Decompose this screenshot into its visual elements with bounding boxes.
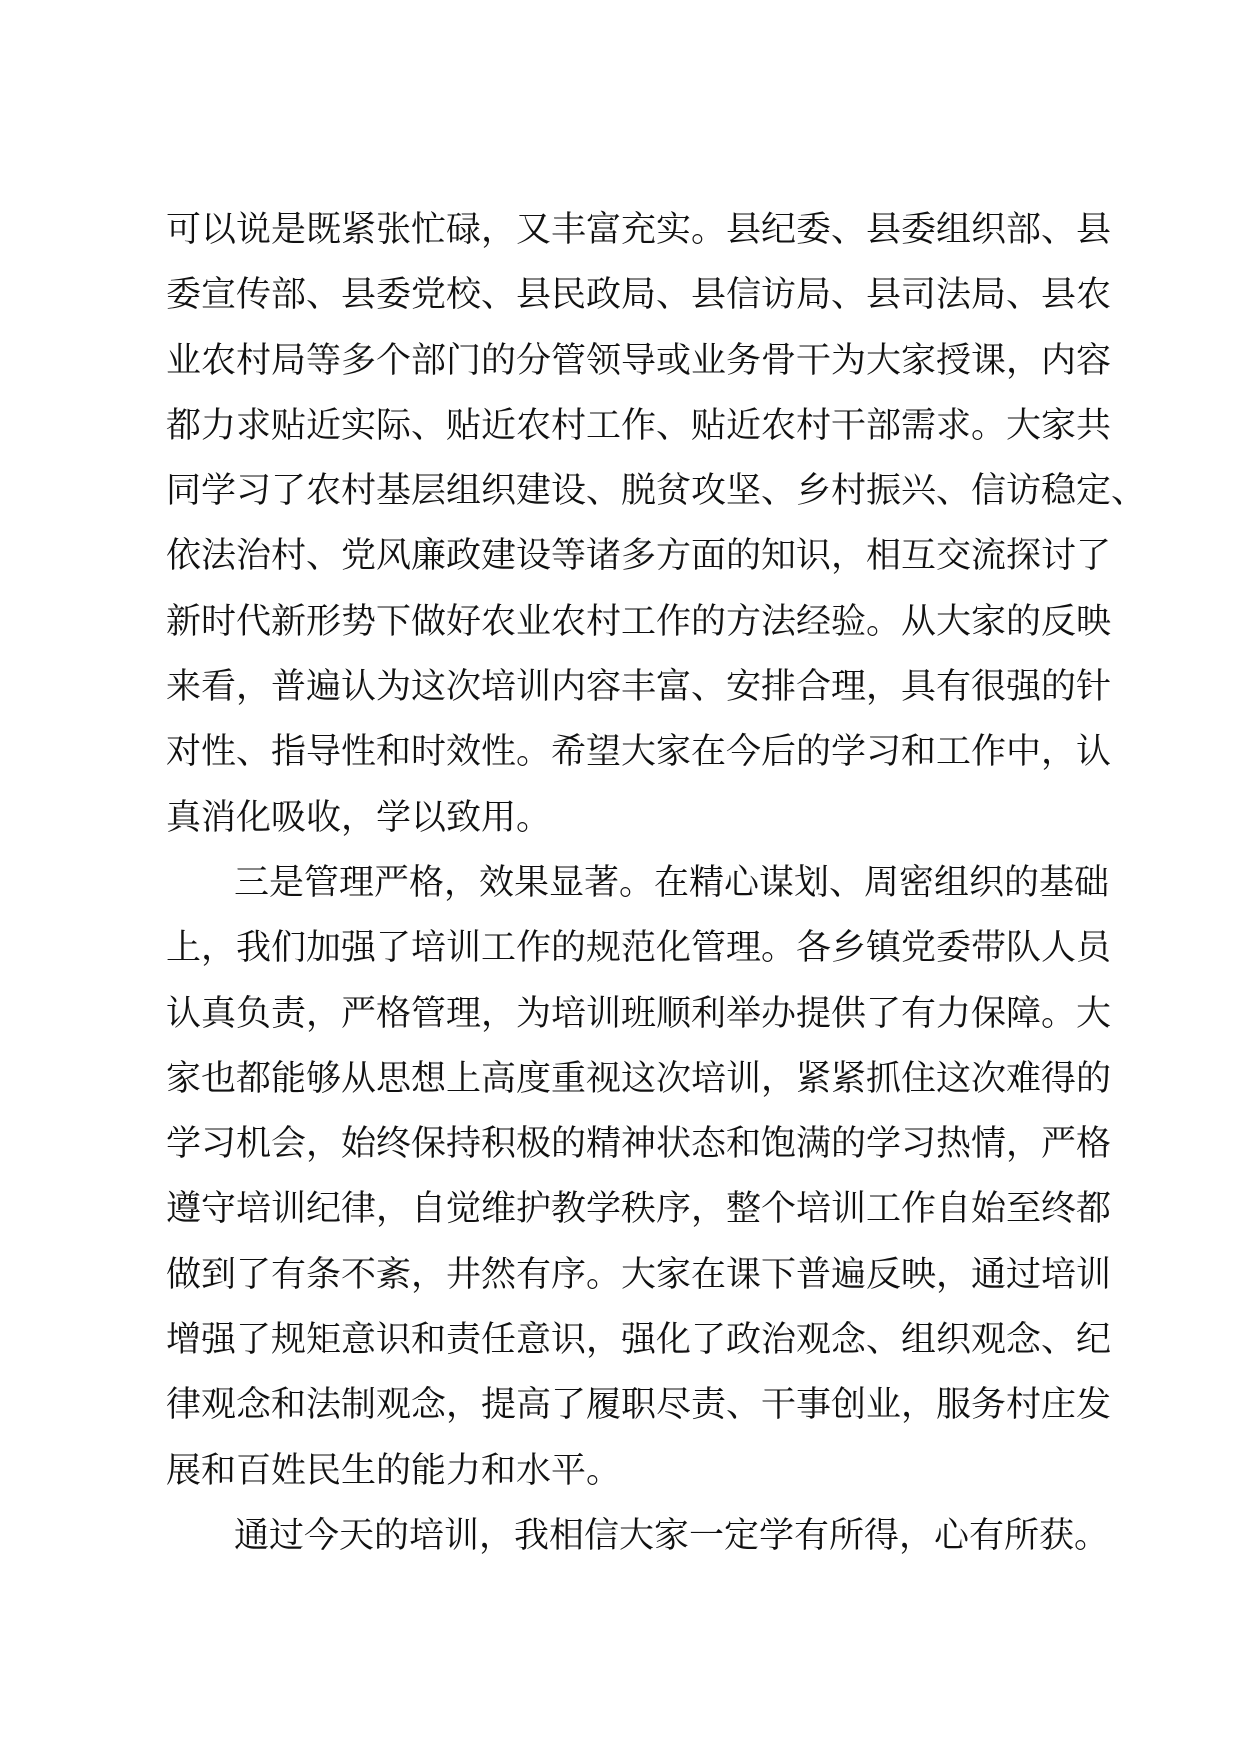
- text-line: 来看，普遍认为这次培训内容丰富、安排合理，具有很强的针: [166, 667, 1112, 708]
- text-line: 委宣传部、县委党校、县民政局、县信访局、县司法局、县农: [166, 275, 1112, 316]
- body-text: [166, 198, 1147, 1569]
- text-line: 增强了规矩意识和责任意识，强化了政治观念、组织观念、纪: [166, 1320, 1112, 1361]
- text-line: 做到了有条不紊，井然有序。大家在课下普遍反映，通过培训: [166, 1254, 1112, 1295]
- text-line: 家也都能够从思想上高度重视这次培训，紧紧抓住这次难得的: [166, 1058, 1112, 1099]
- text-line: 上，我们加强了培训工作的规范化管理。各乡镇党委带队人员: [166, 928, 1112, 969]
- text-line: 可以说是既紧张忙碌，又丰富充实。县纪委、县委组织部、县: [166, 210, 1112, 250]
- text-line: 同学习了农村基层组织建设、脱贫攻坚、乡村振兴、信访稳定、: [166, 471, 1147, 512]
- text-line: 真消化吸收，学以致用。: [166, 797, 552, 838]
- paragraph-start-line: 通过今天的培训，我相信大家一定学有所得，心有所获。: [234, 1515, 1110, 1556]
- text-line: 律观念和法制观念，提高了履职尽责、干事创业，服务村庄发: [166, 1385, 1112, 1426]
- text-line: 学习机会，始终保持积极的精神状态和饱满的学习热情，严格: [166, 1124, 1112, 1165]
- text-line: 依法治村、党风廉政建设等诸多方面的知识，相互交流探讨了: [166, 536, 1112, 577]
- text-line: 认真负责，严格管理，为培训班顺利举办提供了有力保障。大: [166, 993, 1112, 1034]
- text-line: 新时代新形势下做好农业农村工作的方法经验。从大家的反映: [166, 601, 1112, 642]
- text-line: 展和百姓民生的能力和水平。: [166, 1450, 622, 1491]
- text-line: 都力求贴近实际、贴近农村工作、贴近农村干部需求。大家共: [166, 405, 1112, 446]
- paragraph-start-line: 三是管理严格，效果显著。在精心谋划、周密组织的基础: [234, 862, 1110, 903]
- text-line: 遵守培训纪律，自觉维护教学秩序，整个培训工作自始至终都: [166, 1189, 1112, 1230]
- text-line: 对性、指导性和时效性。希望大家在今后的学习和工作中，认: [166, 732, 1112, 773]
- text-line: 业农村局等多个部门的分管领导或业务骨干为大家授课，内容: [166, 340, 1112, 381]
